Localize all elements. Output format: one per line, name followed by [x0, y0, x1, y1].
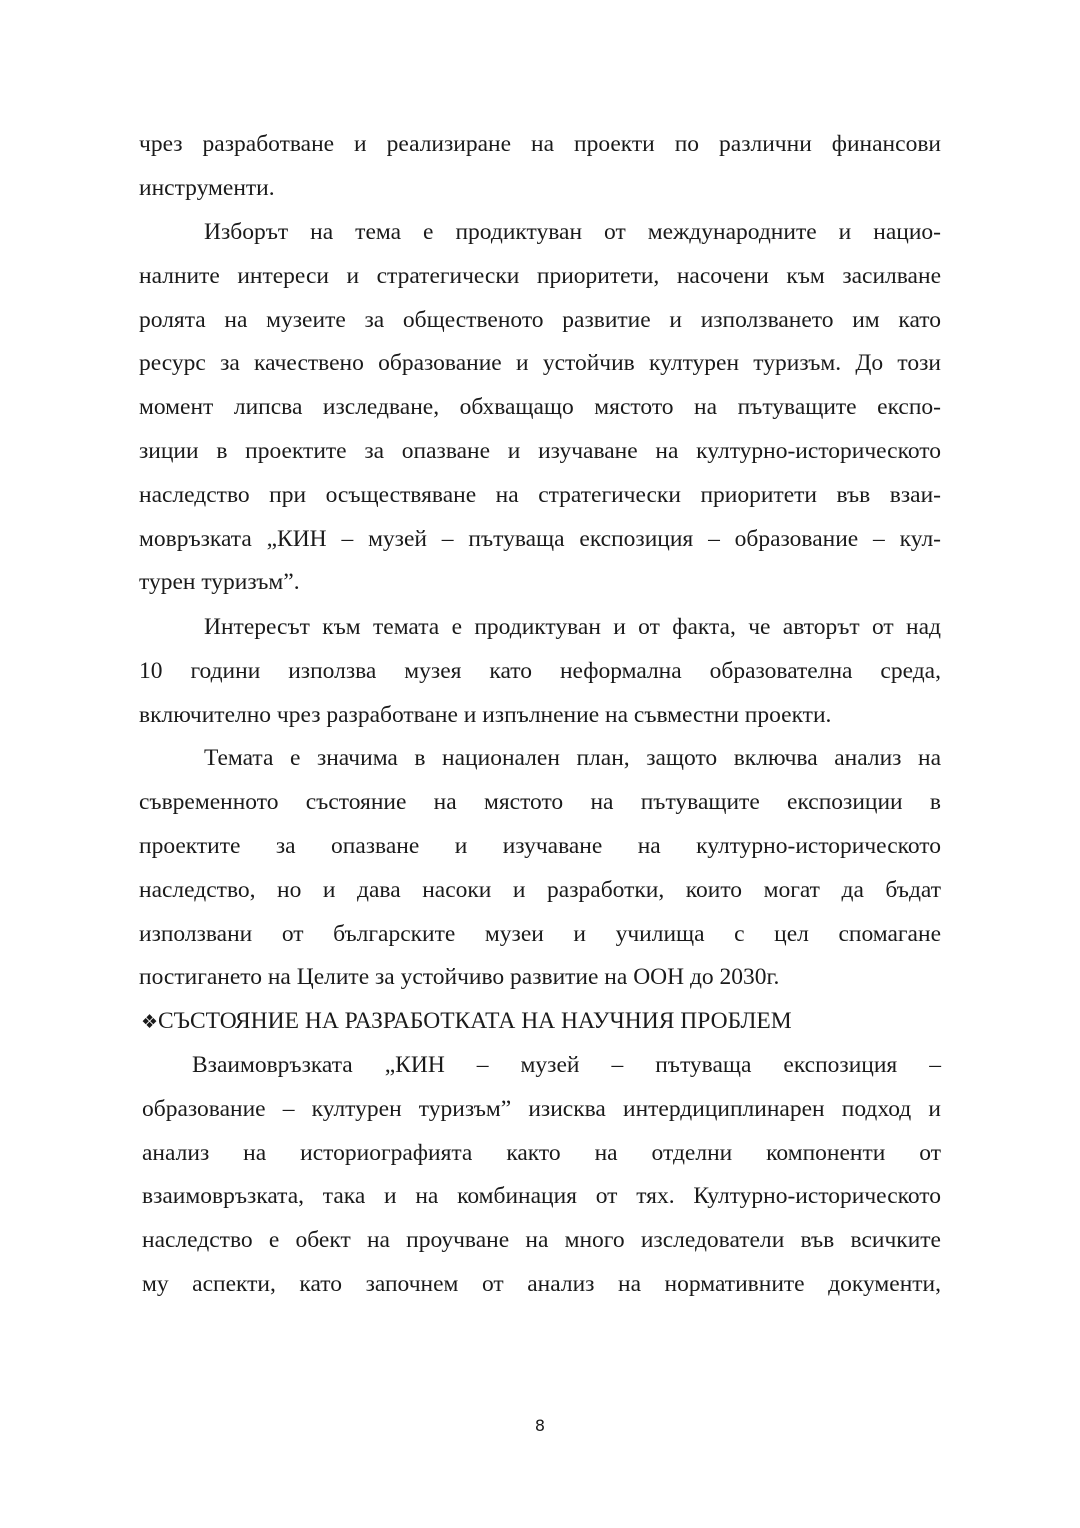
section-heading: [141, 1006, 941, 1036]
text-line: зиции в проектите за опазване и изучаване на културно-историческото: [139, 438, 941, 464]
text-line: съвременното състояние на мястото на пътуващите експозиции в: [139, 789, 941, 815]
text-line: образование – културен туризъм” изисква интердициплинарен подход и: [142, 1096, 941, 1122]
text-line: налните интереси и стратегически приоритети, насочени към засилване: [139, 263, 941, 289]
text-line: момент липсва изследване, обхващащо мястото на пътуващите експо-: [139, 394, 941, 420]
text-line: чрез разработване и реализиране на проекти по различни финансови: [139, 131, 941, 157]
text-line: взаимовръзката, така и на комбинация от тях. Културно-историческото: [142, 1183, 941, 1209]
text-line: постигането на Целите за устойчиво развитие на ООН до 2030г.: [139, 964, 780, 990]
text-line: инструменти.: [139, 175, 275, 201]
text-line: му аспекти, като започнем от анализ на нормативните документи,: [142, 1271, 941, 1297]
text-line: наследство, но и дава насоки и разработки, които могат да бъдат: [139, 877, 941, 903]
text-line: Темата е значима в национален план, защото включва анализ на: [204, 745, 941, 771]
text-line: мовръзката „КИН – музей – пътуваща експозиция – образование – кул-: [139, 526, 941, 552]
bullet-diamond-icon: ❖: [141, 1011, 159, 1033]
text-line: анализ на историографията както на отделни компоненти от: [142, 1140, 941, 1166]
page-number: 8: [534, 1416, 546, 1435]
text-line: наследство е обект на проучване на много изследователи във всичките: [142, 1227, 941, 1253]
text-line: ролята на музеите за общественото развитие и използването им като: [139, 307, 941, 333]
text-line: използвани от българските музеи и училища с цел спомагане: [139, 921, 941, 947]
text-line: турен туризъм”.: [139, 569, 300, 595]
text-line: наследство при осъществяване на стратегически приоритети във взаи-: [139, 482, 941, 508]
text-line: 10 години използва музея като неформална образователна среда,: [139, 658, 941, 684]
text-line: ресурс за качествено образование и устойчив културен туризъм. До този: [139, 350, 941, 376]
text-line: Взаимовръзката „КИН – музей – пътуваща експозиция –: [192, 1052, 941, 1078]
text-line: проектите за опазване и изучаване на културно-историческото: [139, 833, 941, 859]
section-heading-text: СЪСТОЯНИЕ НА РАЗРАБОТКАТА НА НАУЧНИЯ ПРОБЛЕМ: [158, 1008, 792, 1034]
text-line: Интересът към темата е продиктуван и от факта, че авторът от над: [204, 614, 941, 640]
text-line: включително чрез разработване и изпълнение на съвместни проекти.: [139, 702, 832, 728]
text-line: Изборът на тема е продиктуван от международните и нацио-: [204, 219, 941, 245]
